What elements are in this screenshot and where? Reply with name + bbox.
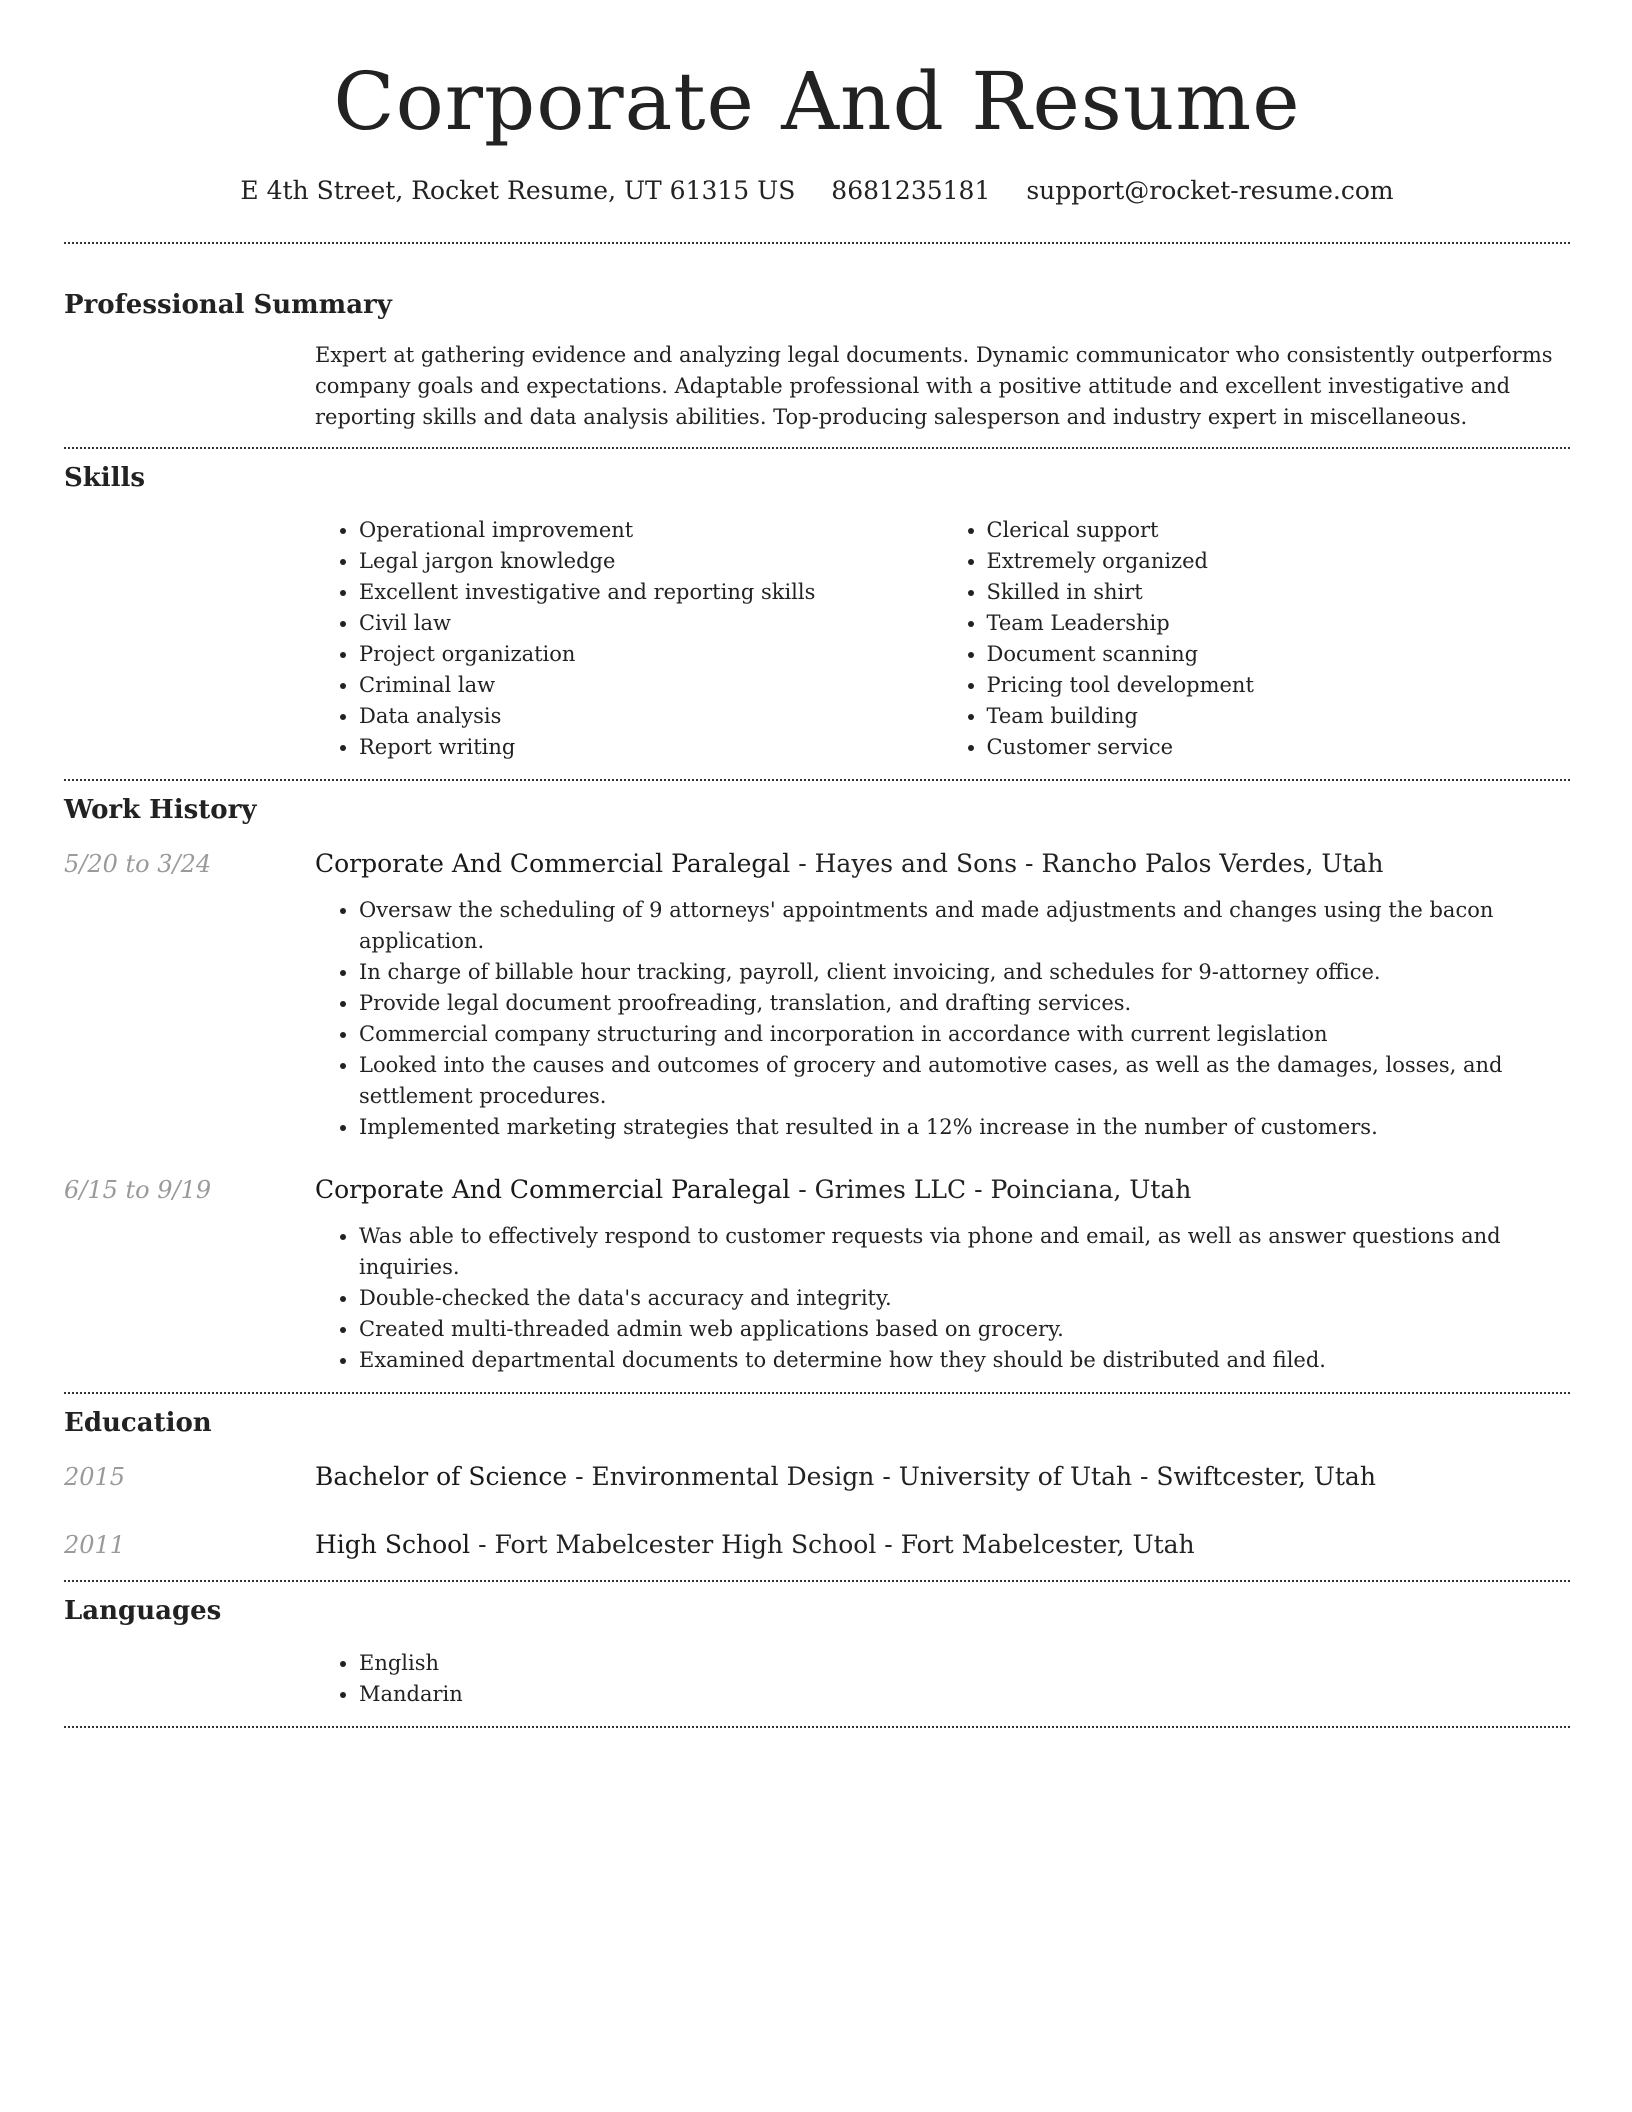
job-location: Rancho Palos Verdes, Utah [1041, 849, 1384, 878]
skill-item: • Criminal law [359, 670, 943, 701]
education-entry [64, 1528, 1570, 1562]
job-title-line: Corporate And Commercial Paralegal - Hayes and Sons - Rancho Palos Verdes, Utah [315, 849, 1384, 878]
divider [64, 447, 1570, 449]
skill-item: • Civil law [359, 608, 943, 639]
education-title-line: High School - Fort Mabelcester High School - Fort Mabelcester, Utah [315, 1530, 1195, 1559]
work-section [64, 793, 1570, 1376]
languages-section [64, 1594, 1570, 1710]
job-bullet: • Commercial company structuring and incorporation in accordance with current legislation [359, 1019, 1570, 1050]
education-location: Fort Mabelcester, Utah [900, 1530, 1195, 1559]
divider [64, 1726, 1570, 1728]
job-company: Grimes LLC [814, 1175, 967, 1204]
job-bullet: • Provide legal document proofreading, translation, and drafting services. [359, 988, 1570, 1019]
job-bullet: • Looked into the causes and outcomes of grocery and automotive cases, as well as the damages, losses, and settlement procedures. [359, 1050, 1570, 1112]
skill-item: • Clerical support [987, 515, 1571, 546]
skill-item: • Report writing [359, 732, 943, 763]
job-location: Poinciana, Utah [990, 1175, 1192, 1204]
divider [64, 779, 1570, 781]
job-company: Hayes and Sons [814, 849, 1018, 878]
job-title-line: Corporate And Commercial Paralegal - Grimes LLC - Poinciana, Utah [315, 1175, 1192, 1204]
language-item: • English [359, 1648, 1570, 1679]
languages-heading: Languages [64, 1596, 222, 1626]
education-degree: Bachelor of Science [315, 1462, 568, 1491]
skills-heading: Skills [64, 463, 146, 493]
education-entry [64, 1460, 1570, 1494]
contact-line [64, 174, 1570, 208]
skills-list-right [943, 515, 1571, 763]
job-dates: 6/15 to 9/19 [64, 1176, 212, 1204]
education-location: Swiftcester, Utah [1156, 1462, 1376, 1491]
job-title: Corporate And Commercial Paralegal [315, 849, 791, 878]
skills-section [64, 461, 1570, 763]
skill-item: • Customer service [987, 732, 1571, 763]
skill-item: • Team building [987, 701, 1571, 732]
skill-item: • Legal jargon knowledge [359, 546, 943, 577]
job-bullet: • In charge of billable hour tracking, payroll, client invoicing, and schedules for 9-attorney office. [359, 957, 1570, 988]
work-heading: Work History [64, 795, 257, 825]
skill-item: • Team Leadership [987, 608, 1571, 639]
summary-text: Expert at gathering evidence and analyzing legal documents. Dynamic communicator who consistently outperforms company goals and expectations. Adaptable professional with a positive attitude and excellent investigative and reporting skills and data analysis abilities. Top-producing salesperson and industry expert in miscellaneous. [315, 343, 1553, 429]
phone: 8681235181 [831, 176, 991, 205]
languages-list [315, 1648, 1570, 1710]
education-school: Fort Mabelcester High School [494, 1530, 877, 1559]
skill-item: • Operational improvement [359, 515, 943, 546]
skill-item: • Excellent investigative and reporting skills [359, 577, 943, 608]
education-section [64, 1406, 1570, 1562]
skill-item: • Skilled in shirt [987, 577, 1571, 608]
education-field: Environmental Design [591, 1462, 875, 1491]
language-item: • Mandarin [359, 1679, 1570, 1710]
skills-list-left [315, 515, 943, 763]
skill-item: • Extremely organized [987, 546, 1571, 577]
summary-heading: Professional Summary [64, 290, 392, 320]
education-degree: High School [315, 1530, 471, 1559]
job-bullet: • Implemented marketing strategies that resulted in a 12% increase in the number of customers. [359, 1112, 1570, 1143]
job-bullets [315, 895, 1570, 1143]
divider [64, 1580, 1570, 1582]
job-bullet: • Was able to effectively respond to customer requests via phone and email, as well as answer questions and inquiries. [359, 1221, 1570, 1283]
education-year: 2015 [64, 1463, 126, 1491]
summary-section [64, 288, 1570, 433]
job-entry [64, 847, 1570, 1143]
candidate-name: Corporate And Resume [333, 55, 1301, 148]
skill-item: • Data analysis [359, 701, 943, 732]
skill-item: • Project organization [359, 639, 943, 670]
skill-item: • Document scanning [987, 639, 1571, 670]
education-title-line: Bachelor of Science - Environmental Design - University of Utah - Swiftcester, Utah [315, 1462, 1376, 1491]
email-link[interactable]: support@rocket-resume.com [1026, 176, 1394, 205]
divider [64, 1392, 1570, 1394]
resume-page [64, 0, 1570, 1728]
skill-item: • Pricing tool development [987, 670, 1571, 701]
job-bullet: • Examined departmental documents to determine how they should be distributed and filed. [359, 1345, 1570, 1376]
education-heading: Education [64, 1408, 212, 1438]
divider [64, 242, 1570, 244]
job-entry [64, 1173, 1570, 1376]
job-dates: 5/20 to 3/24 [64, 850, 212, 878]
education-year: 2011 [64, 1531, 126, 1559]
address: E 4th Street, Rocket Resume, UT 61315 US [240, 176, 796, 205]
job-bullet: • Oversaw the scheduling of 9 attorneys' appointments and made adjustments and changes using the bacon application. [359, 895, 1570, 957]
job-bullet: • Created multi-threaded admin web applications based on grocery. [359, 1314, 1570, 1345]
education-school: University of Utah [898, 1462, 1133, 1491]
job-title: Corporate And Commercial Paralegal [315, 1175, 791, 1204]
job-bullets [315, 1221, 1570, 1376]
job-bullet: • Double-checked the data's accuracy and integrity. [359, 1283, 1570, 1314]
